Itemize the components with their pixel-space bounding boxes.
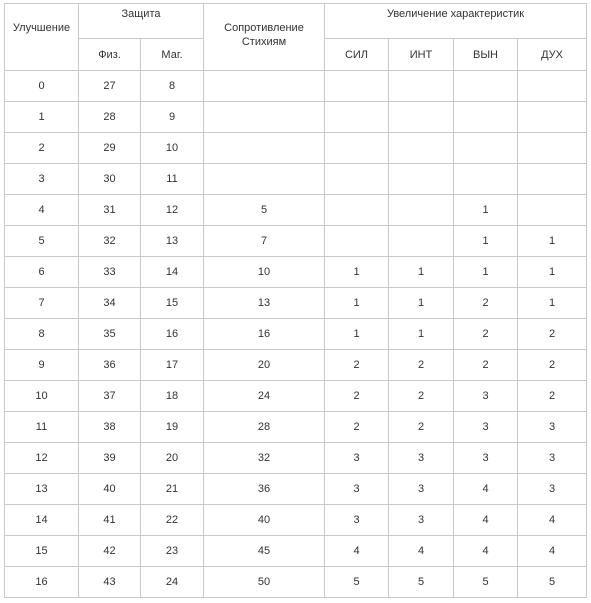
con-cell: 2 <box>454 350 518 381</box>
men-cell: 2 <box>518 350 587 381</box>
mag-defense-cell: 23 <box>141 536 204 567</box>
phys-defense-cell: 42 <box>79 536 141 567</box>
int-cell <box>389 164 454 195</box>
table-row <box>5 505 587 536</box>
int-cell <box>389 195 454 226</box>
table-row <box>5 381 587 412</box>
element-resist-cell: 5 <box>204 195 325 226</box>
mag-defense-cell: 8 <box>141 71 204 102</box>
upgrade-level-cell: 6 <box>5 257 79 288</box>
int-cell: 2 <box>389 381 454 412</box>
con-cell <box>454 102 518 133</box>
str-cell <box>325 226 389 257</box>
str-cell: 2 <box>325 412 389 443</box>
upgrade-level-cell: 10 <box>5 381 79 412</box>
element-resist-cell <box>204 133 325 164</box>
element-resist-cell: 40 <box>204 505 325 536</box>
phys-header: Физ. <box>79 39 141 71</box>
mag-defense-cell: 10 <box>141 133 204 164</box>
men-cell: 3 <box>518 443 587 474</box>
phys-defense-cell: 29 <box>79 133 141 164</box>
mag-defense-cell: 24 <box>141 567 204 598</box>
mag-defense-cell: 19 <box>141 412 204 443</box>
resist-header-line2: Стихиям <box>241 36 287 48</box>
men-header: ДУХ <box>518 39 587 71</box>
table-row <box>5 133 587 164</box>
men-cell <box>518 195 587 226</box>
int-cell <box>389 226 454 257</box>
element-resist-cell: 7 <box>204 226 325 257</box>
element-resist-cell: 16 <box>204 319 325 350</box>
phys-defense-cell: 35 <box>79 319 141 350</box>
stat-increase-header: Увеличение характеристик <box>325 4 587 39</box>
upgrade-level-cell: 9 <box>5 350 79 381</box>
men-cell <box>518 102 587 133</box>
element-resist-cell <box>204 164 325 195</box>
phys-defense-cell: 34 <box>79 288 141 319</box>
phys-defense-cell: 39 <box>79 443 141 474</box>
mag-defense-cell: 9 <box>141 102 204 133</box>
str-cell: 4 <box>325 536 389 567</box>
phys-defense-cell: 27 <box>79 71 141 102</box>
int-cell: 3 <box>389 474 454 505</box>
element-resist-cell: 13 <box>204 288 325 319</box>
int-cell: 2 <box>389 350 454 381</box>
con-cell: 1 <box>454 257 518 288</box>
table-row <box>5 257 587 288</box>
con-cell: 3 <box>454 412 518 443</box>
str-cell: 3 <box>325 505 389 536</box>
int-cell: 4 <box>389 536 454 567</box>
int-cell: 3 <box>389 505 454 536</box>
con-cell: 4 <box>454 474 518 505</box>
phys-defense-cell: 30 <box>79 164 141 195</box>
mag-defense-cell: 20 <box>141 443 204 474</box>
con-cell: 4 <box>454 536 518 567</box>
con-cell: 2 <box>454 319 518 350</box>
phys-defense-cell: 38 <box>79 412 141 443</box>
phys-defense-cell: 36 <box>79 350 141 381</box>
upgrade-level-cell: 2 <box>5 133 79 164</box>
str-cell <box>325 102 389 133</box>
mag-defense-cell: 15 <box>141 288 204 319</box>
upgrade-level-cell: 5 <box>5 226 79 257</box>
upgrade-level-cell: 4 <box>5 195 79 226</box>
str-cell: 3 <box>325 443 389 474</box>
con-cell: 1 <box>454 195 518 226</box>
int-cell: 2 <box>389 412 454 443</box>
element-resist-cell <box>204 102 325 133</box>
int-cell: 1 <box>389 319 454 350</box>
con-header: ВЫН <box>454 39 518 71</box>
table-row <box>5 195 587 226</box>
men-cell: 3 <box>518 412 587 443</box>
men-cell <box>518 71 587 102</box>
int-cell: 1 <box>389 288 454 319</box>
phys-defense-cell: 33 <box>79 257 141 288</box>
con-cell: 5 <box>454 567 518 598</box>
element-resist-cell: 36 <box>204 474 325 505</box>
con-cell: 2 <box>454 288 518 319</box>
table-row <box>5 288 587 319</box>
resist-header-line1: Сопротивление <box>224 22 304 34</box>
mag-defense-cell: 17 <box>141 350 204 381</box>
men-cell <box>518 133 587 164</box>
upgrade-level-cell: 14 <box>5 505 79 536</box>
con-cell <box>454 71 518 102</box>
con-cell: 3 <box>454 381 518 412</box>
con-cell: 1 <box>454 226 518 257</box>
men-cell: 3 <box>518 474 587 505</box>
men-cell: 1 <box>518 257 587 288</box>
int-cell <box>389 102 454 133</box>
upgrade-level-cell: 15 <box>5 536 79 567</box>
men-cell <box>518 164 587 195</box>
phys-defense-cell: 41 <box>79 505 141 536</box>
mag-defense-cell: 18 <box>141 381 204 412</box>
upgrade-level-cell: 16 <box>5 567 79 598</box>
mag-defense-cell: 11 <box>141 164 204 195</box>
upgrade-level-cell: 0 <box>5 71 79 102</box>
element-resist-cell: 50 <box>204 567 325 598</box>
mag-defense-cell: 13 <box>141 226 204 257</box>
upgrade-header <box>5 4 79 71</box>
element-resist-cell <box>204 71 325 102</box>
str-cell: 3 <box>325 474 389 505</box>
upgrade-level-cell: 1 <box>5 102 79 133</box>
table-body <box>5 71 587 598</box>
men-cell: 1 <box>518 226 587 257</box>
defense-header: Защита <box>79 4 204 39</box>
men-cell: 4 <box>518 505 587 536</box>
header-row-1 <box>5 4 587 39</box>
str-header: СИЛ <box>325 39 389 71</box>
str-cell: 1 <box>325 257 389 288</box>
table-row <box>5 226 587 257</box>
element-resist-cell: 32 <box>204 443 325 474</box>
resist-header <box>204 4 325 71</box>
upgrade-level-cell: 11 <box>5 412 79 443</box>
int-cell: 5 <box>389 567 454 598</box>
table-row <box>5 71 587 102</box>
element-resist-cell: 20 <box>204 350 325 381</box>
phys-defense-cell: 32 <box>79 226 141 257</box>
str-cell: 5 <box>325 567 389 598</box>
mag-defense-cell: 21 <box>141 474 204 505</box>
mag-header: Маг. <box>141 39 204 71</box>
mag-defense-cell: 22 <box>141 505 204 536</box>
int-cell: 3 <box>389 443 454 474</box>
con-cell: 3 <box>454 443 518 474</box>
phys-defense-cell: 31 <box>79 195 141 226</box>
upgrade-header-label: Улучшение <box>12 22 71 34</box>
table-row <box>5 474 587 505</box>
str-cell: 2 <box>325 381 389 412</box>
con-cell <box>454 133 518 164</box>
str-cell: 1 <box>325 319 389 350</box>
str-cell <box>325 133 389 164</box>
mag-defense-cell: 14 <box>141 257 204 288</box>
int-cell <box>389 133 454 164</box>
upgrade-level-cell: 3 <box>5 164 79 195</box>
mag-defense-cell: 16 <box>141 319 204 350</box>
str-cell <box>325 71 389 102</box>
men-cell: 4 <box>518 536 587 567</box>
int-cell <box>389 71 454 102</box>
str-cell: 2 <box>325 350 389 381</box>
table-row <box>5 443 587 474</box>
men-cell: 5 <box>518 567 587 598</box>
con-cell <box>454 164 518 195</box>
int-header: ИНТ <box>389 39 454 71</box>
table-row <box>5 102 587 133</box>
str-cell <box>325 164 389 195</box>
int-cell: 1 <box>389 257 454 288</box>
men-cell: 1 <box>518 288 587 319</box>
table-row <box>5 319 587 350</box>
phys-defense-cell: 28 <box>79 102 141 133</box>
phys-defense-cell: 40 <box>79 474 141 505</box>
men-cell: 2 <box>518 319 587 350</box>
element-resist-cell: 45 <box>204 536 325 567</box>
table-row <box>5 536 587 567</box>
upgrade-level-cell: 13 <box>5 474 79 505</box>
element-resist-cell: 24 <box>204 381 325 412</box>
upgrade-stats-table <box>4 3 587 598</box>
str-cell: 1 <box>325 288 389 319</box>
phys-defense-cell: 37 <box>79 381 141 412</box>
table-row <box>5 412 587 443</box>
upgrade-level-cell: 7 <box>5 288 79 319</box>
phys-defense-cell: 43 <box>79 567 141 598</box>
men-cell: 2 <box>518 381 587 412</box>
table-row <box>5 350 587 381</box>
str-cell <box>325 195 389 226</box>
mag-defense-cell: 12 <box>141 195 204 226</box>
upgrade-level-cell: 12 <box>5 443 79 474</box>
element-resist-cell: 10 <box>204 257 325 288</box>
table-row <box>5 567 587 598</box>
upgrade-level-cell: 8 <box>5 319 79 350</box>
element-resist-cell: 28 <box>204 412 325 443</box>
con-cell: 4 <box>454 505 518 536</box>
table-row <box>5 164 587 195</box>
